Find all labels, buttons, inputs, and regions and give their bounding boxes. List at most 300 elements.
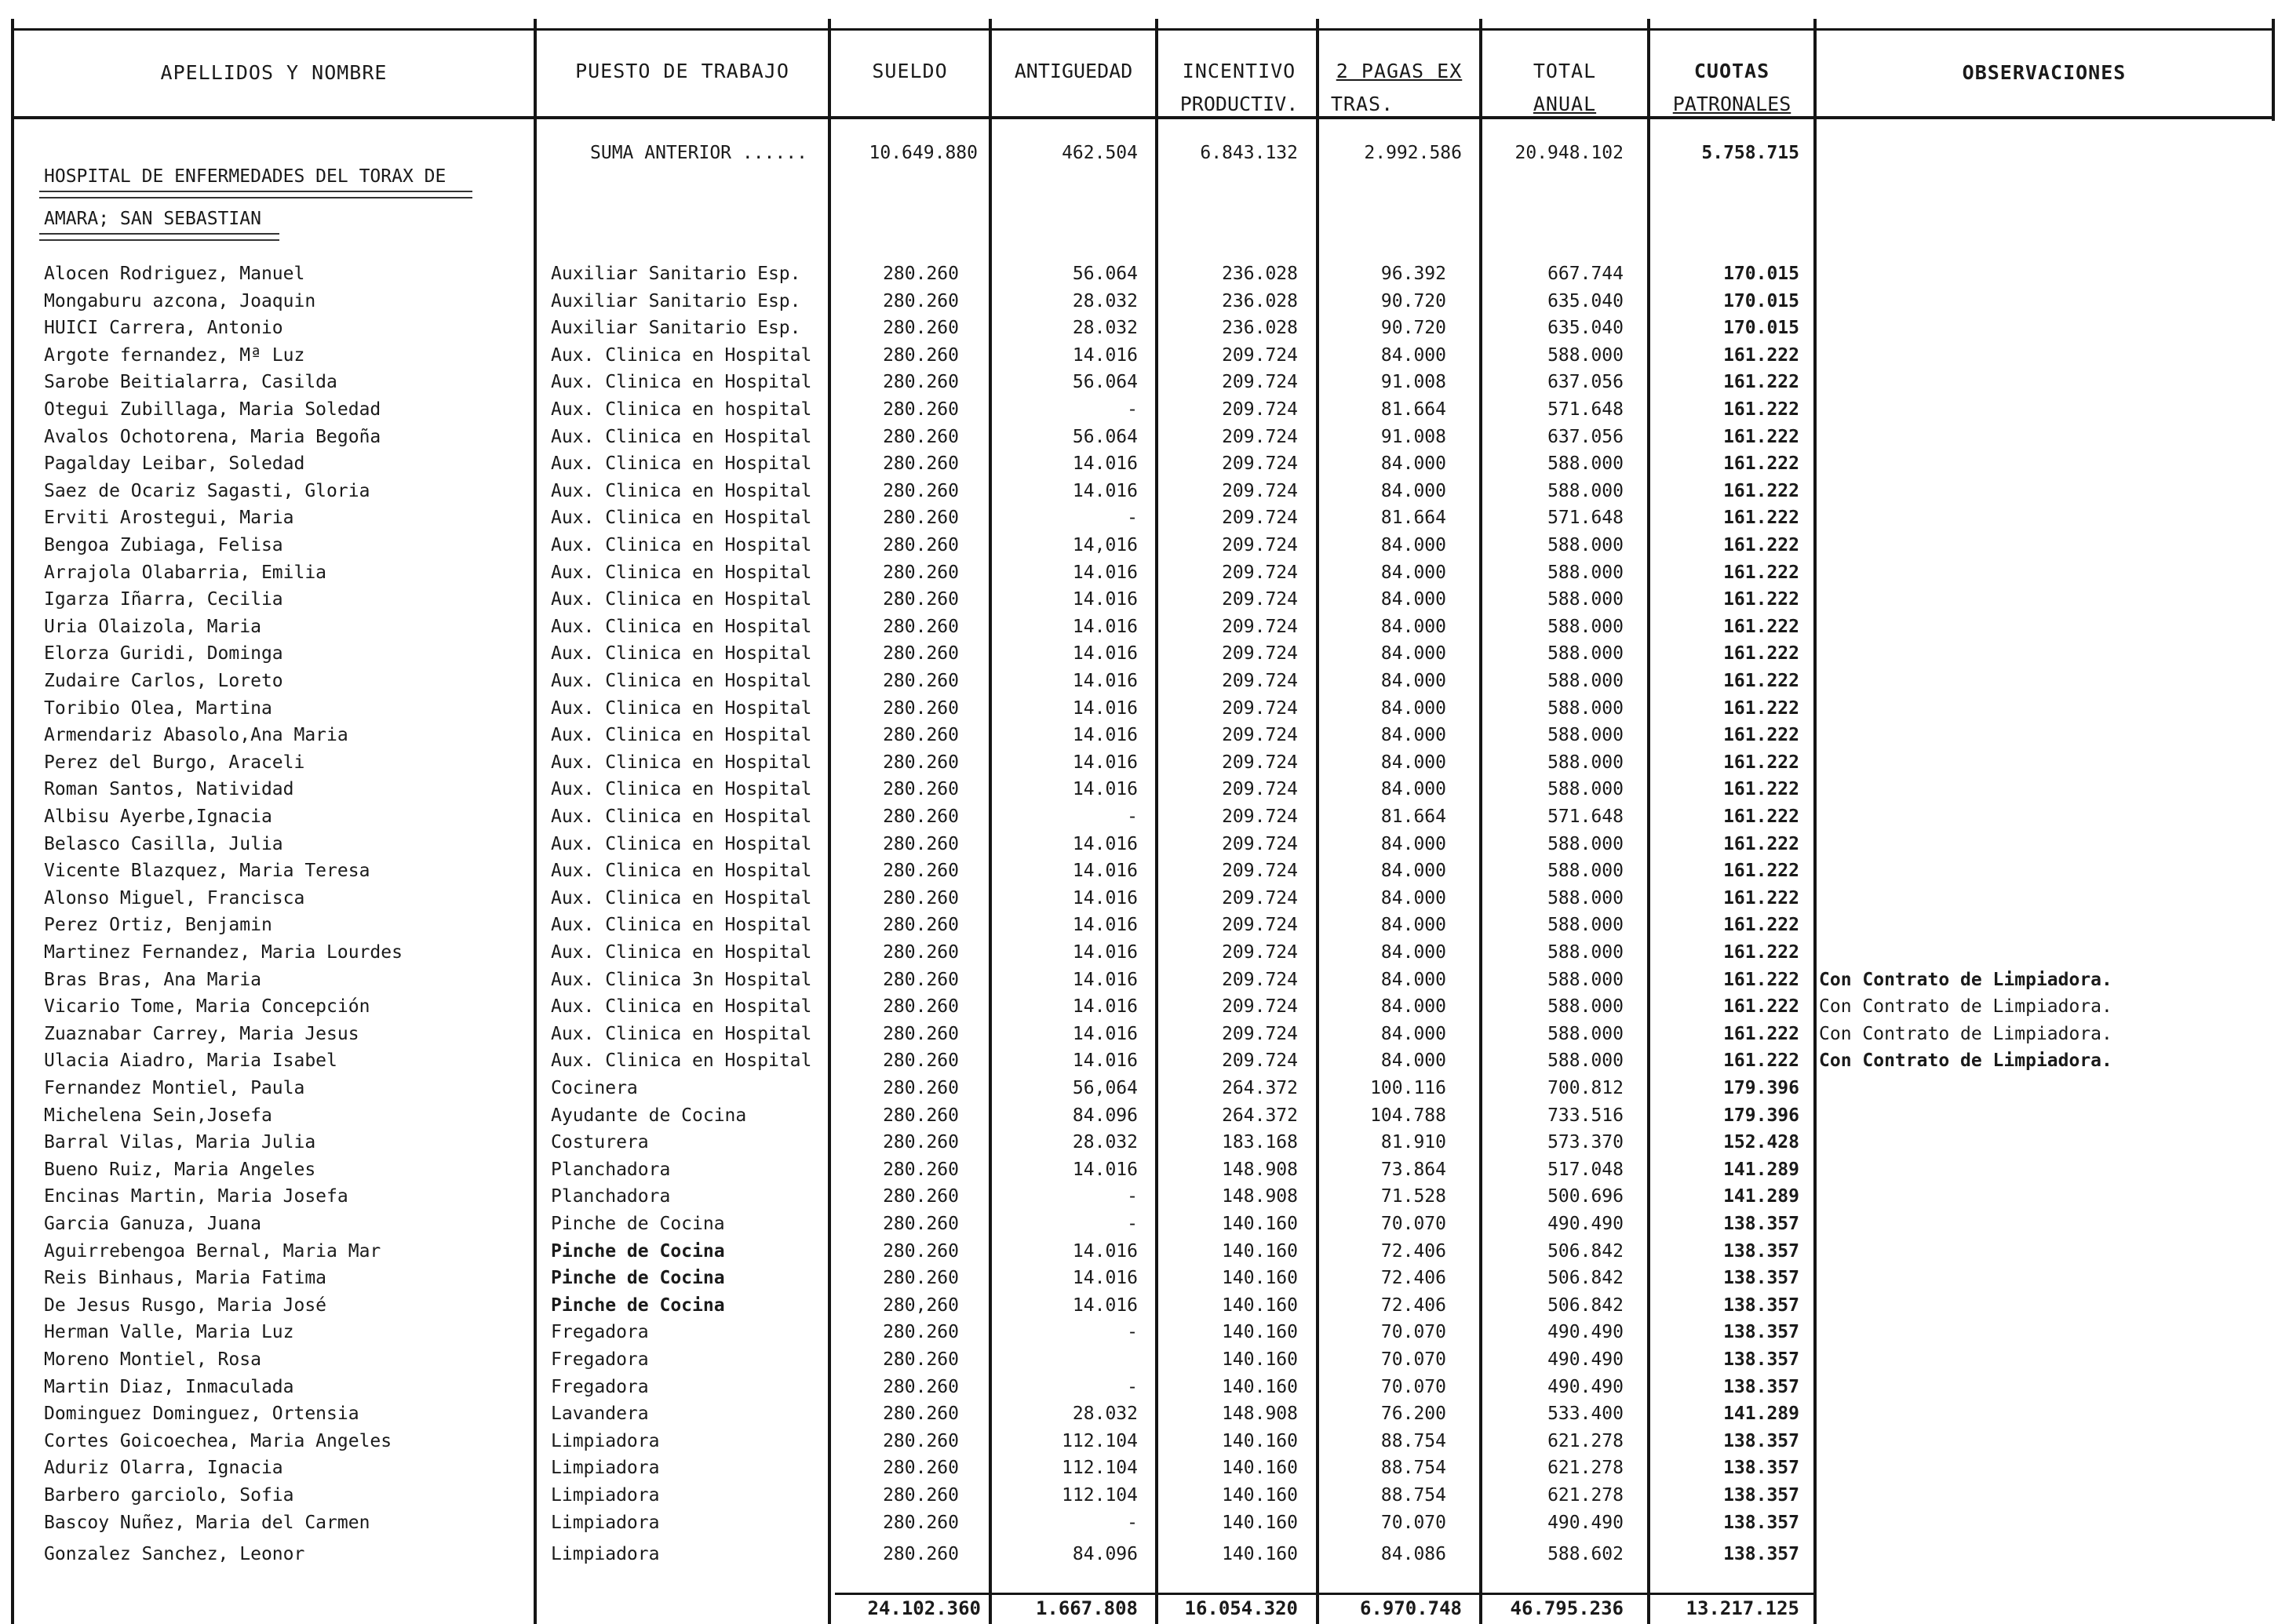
cell-sueldo: 280.260 — [883, 1458, 959, 1478]
section-title-line-2: AMARA; SAN SEBASTIAN — [44, 209, 261, 229]
cell-total: 733.516 — [1547, 1105, 1624, 1126]
cell-antiguedad: - — [1127, 1377, 1138, 1397]
cell-pagas: 91.008 — [1380, 427, 1446, 447]
cell-observaciones — [1819, 697, 2266, 720]
cell-sueldo: 280.260 — [883, 1160, 959, 1180]
cell-sueldo: 280.260 — [883, 861, 959, 881]
cell-sueldo: 280.260 — [883, 264, 959, 284]
cell-sueldo: 280.260 — [883, 1051, 959, 1071]
cell-total: 588.000 — [1547, 563, 1624, 583]
cell-pagas: 84.000 — [1380, 453, 1446, 474]
cell-total: 588.000 — [1547, 481, 1624, 501]
cell-pagas: 81.664 — [1380, 399, 1446, 420]
cell-sueldo: 280.260 — [883, 481, 959, 501]
cell-cuotas: 138.357 — [1723, 1458, 1799, 1478]
cell-pagas: 84.000 — [1380, 752, 1446, 773]
cell-sueldo: 280.260 — [883, 807, 959, 827]
cell-nombre: Mongaburu azcona, Joaquin — [44, 291, 316, 311]
cell-cuotas: 161.222 — [1723, 617, 1799, 637]
cell-puesto: Aux. Clinica 3n Hospital — [551, 970, 812, 990]
cell-nombre: Martin Diaz, Inmaculada — [44, 1377, 294, 1397]
cell-antiguedad: 14.016 — [1072, 481, 1138, 501]
cell-puesto: Limpiadora — [551, 1458, 660, 1478]
cell-cuotas: 161.222 — [1723, 1051, 1799, 1071]
cell-pagas: 84.000 — [1380, 698, 1446, 719]
cell-sueldo: 280.260 — [883, 1322, 959, 1342]
cell-puesto: Limpiadora — [551, 1431, 660, 1451]
cell-antiguedad: 14.016 — [1072, 942, 1138, 963]
cell-nombre: Sarobe Beitialarra, Casilda — [44, 372, 337, 392]
cell-pagas: 84.000 — [1380, 345, 1446, 366]
cell-puesto: Aux. Clinica en Hospital — [551, 508, 812, 528]
cell-sueldo: 280.260 — [883, 1186, 959, 1207]
cell-observaciones — [1819, 1348, 2266, 1371]
cell-incentivo: 209.724 — [1222, 372, 1298, 392]
cell-pagas: 72.406 — [1380, 1241, 1446, 1262]
cell-antiguedad: 14.016 — [1072, 1295, 1138, 1316]
cell-sueldo: 280.260 — [883, 834, 959, 854]
cell-total: 635.040 — [1547, 318, 1624, 338]
cell-puesto: Lavandera — [551, 1404, 649, 1424]
previous-incentivo: 6.843.132 — [1200, 143, 1298, 163]
cell-cuotas: 138.357 — [1723, 1214, 1799, 1234]
cell-pagas: 88.754 — [1380, 1431, 1446, 1451]
cell-incentivo: 236.028 — [1222, 291, 1298, 311]
cell-puesto: Aux. Clinica en Hospital — [551, 725, 812, 745]
cell-observaciones — [1819, 533, 2266, 557]
cell-nombre: Michelena Sein,Josefa — [44, 1105, 272, 1126]
cell-cuotas: 161.222 — [1723, 535, 1799, 555]
cell-cuotas: 161.222 — [1723, 996, 1799, 1017]
cell-pagas: 73.864 — [1380, 1160, 1446, 1180]
cell-pagas: 72.406 — [1380, 1268, 1446, 1288]
cell-incentivo: 209.724 — [1222, 617, 1298, 637]
cell-nombre: Fernandez Montiel, Paula — [44, 1078, 305, 1098]
header-total-1: TOTAL — [1533, 60, 1597, 82]
cell-cuotas: 152.428 — [1723, 1132, 1799, 1152]
cell-total: 517.048 — [1547, 1160, 1624, 1180]
cell-total: 588.000 — [1547, 996, 1624, 1017]
section-title-line-1: HOSPITAL DE ENFERMEDADES DEL TORAX DE — [44, 166, 446, 187]
cell-total: 588.000 — [1547, 453, 1624, 474]
cell-cuotas: 161.222 — [1723, 481, 1799, 501]
cell-puesto: Limpiadora — [551, 1544, 660, 1564]
cell-puesto: Aux. Clinica en Hospital — [551, 453, 812, 474]
column-rule — [2272, 19, 2275, 121]
cell-cuotas: 141.289 — [1723, 1404, 1799, 1424]
cell-observaciones — [1819, 452, 2266, 475]
cell-total: 588.000 — [1547, 643, 1624, 664]
cell-antiguedad: 14.016 — [1072, 643, 1138, 664]
cell-nombre: Zuaznabar Carrey, Maria Jesus — [44, 1024, 359, 1044]
cell-nombre: Perez del Burgo, Araceli — [44, 752, 305, 773]
cell-puesto: Limpiadora — [551, 1485, 660, 1506]
header-observaciones: OBSERVACIONES — [1962, 61, 2127, 84]
cell-observaciones — [1819, 1212, 2266, 1236]
cell-sueldo: 280.260 — [883, 915, 959, 935]
cell-total: 588.000 — [1547, 535, 1624, 555]
header-pagas-2: TRAS. — [1330, 93, 1394, 115]
cell-incentivo: 209.724 — [1222, 698, 1298, 719]
cell-antiguedad: 28.032 — [1072, 1404, 1138, 1424]
cell-nombre: Aduriz Olarra, Ignacia — [44, 1458, 283, 1478]
cell-incentivo: 209.724 — [1222, 563, 1298, 583]
cell-puesto: Aux. Clinica en Hospital — [551, 861, 812, 881]
cell-antiguedad: 14.016 — [1072, 1241, 1138, 1262]
cell-pagas: 70.070 — [1380, 1377, 1446, 1397]
cell-pagas: 84.000 — [1380, 1051, 1446, 1071]
cell-puesto: Planchadora — [551, 1186, 671, 1207]
cell-observaciones — [1819, 1320, 2266, 1344]
cell-antiguedad: - — [1127, 1322, 1138, 1342]
cell-cuotas: 138.357 — [1723, 1544, 1799, 1564]
cell-antiguedad: 14.016 — [1072, 779, 1138, 799]
cell-incentivo: 264.372 — [1222, 1078, 1298, 1098]
cell-incentivo: 209.724 — [1222, 345, 1298, 366]
cell-sueldo: 280.260 — [883, 1377, 959, 1397]
cell-sueldo: 280.260 — [883, 779, 959, 799]
cell-observaciones — [1819, 941, 2266, 964]
cell-cuotas: 161.222 — [1723, 888, 1799, 908]
cell-cuotas: 170.015 — [1723, 318, 1799, 338]
cell-cuotas: 161.222 — [1723, 942, 1799, 963]
cell-pagas: 84.000 — [1380, 861, 1446, 881]
cell-observaciones — [1819, 425, 2266, 449]
cell-nombre: Cortes Goicoechea, Maria Angeles — [44, 1431, 392, 1451]
cell-antiguedad: 14.016 — [1072, 1268, 1138, 1288]
cell-observaciones — [1819, 723, 2266, 747]
cell-nombre: Moreno Montiel, Rosa — [44, 1349, 261, 1370]
cell-incentivo: 148.908 — [1222, 1186, 1298, 1207]
cell-nombre: Argote fernandez, Mª Luz — [44, 345, 305, 366]
cell-pagas: 72.406 — [1380, 1295, 1446, 1316]
cell-sueldo: 280.260 — [883, 1404, 959, 1424]
cell-puesto: Auxiliar Sanitario Esp. — [551, 318, 801, 338]
cell-cuotas: 170.015 — [1723, 291, 1799, 311]
double-underline — [39, 191, 472, 198]
cell-antiguedad: - — [1127, 399, 1138, 420]
cell-observaciones — [1819, 887, 2266, 910]
cell-pagas: 76.200 — [1380, 1404, 1446, 1424]
cell-total: 588.000 — [1547, 752, 1624, 773]
cell-puesto: Pinche de Cocina — [551, 1214, 725, 1234]
cell-nombre: Ulacia Aiadro, Maria Isabel — [44, 1051, 337, 1071]
cell-puesto: Aux. Clinica en Hospital — [551, 643, 812, 664]
cell-pagas: 84.000 — [1380, 970, 1446, 990]
cell-total: 533.400 — [1547, 1404, 1624, 1424]
cell-total: 637.056 — [1547, 427, 1624, 447]
previous-sueldo: 10.649.880 — [869, 143, 978, 163]
header-pagas-1: 2 PAGAS EX — [1336, 60, 1463, 82]
cell-observaciones — [1819, 1429, 2266, 1453]
total-incentivo: 16.054.320 — [1184, 1597, 1298, 1619]
cell-observaciones — [1819, 1185, 2266, 1208]
cell-sueldo: 280.260 — [883, 589, 959, 610]
cell-puesto: Cocinera — [551, 1078, 638, 1098]
cell-total: 571.648 — [1547, 399, 1624, 420]
cell-cuotas: 161.222 — [1723, 970, 1799, 990]
cell-cuotas: 138.357 — [1723, 1349, 1799, 1370]
cell-incentivo: 140.160 — [1222, 1513, 1298, 1533]
cell-antiguedad: 84.096 — [1072, 1105, 1138, 1126]
cell-incentivo: 140.160 — [1222, 1268, 1298, 1288]
cell-pagas: 84.000 — [1380, 481, 1446, 501]
cell-pagas: 88.754 — [1380, 1485, 1446, 1506]
cell-observaciones: Con Contrato de Limpiadora. — [1819, 1024, 2112, 1044]
cell-nombre: Barbero garciolo, Sofia — [44, 1485, 294, 1506]
cell-nombre: Otegui Zubillaga, Maria Soledad — [44, 399, 381, 420]
cell-nombre: Alonso Miguel, Francisca — [44, 888, 305, 908]
cell-total: 571.648 — [1547, 508, 1624, 528]
cell-pagas: 90.720 — [1380, 318, 1446, 338]
cell-antiguedad: 56,064 — [1072, 1078, 1138, 1098]
cell-total: 588.000 — [1547, 671, 1624, 691]
cell-incentivo: 209.724 — [1222, 1024, 1298, 1044]
cell-nombre: Gonzalez Sanchez, Leonor — [44, 1544, 305, 1564]
cell-antiguedad: 84.096 — [1072, 1544, 1138, 1564]
cell-nombre: Erviti Arostegui, Maria — [44, 508, 294, 528]
cell-observaciones — [1819, 289, 2266, 313]
cell-pagas: 84.000 — [1380, 888, 1446, 908]
cell-incentivo: 209.724 — [1222, 535, 1298, 555]
cell-puesto: Fregadora — [551, 1322, 649, 1342]
cell-incentivo: 209.724 — [1222, 861, 1298, 881]
cell-antiguedad: 14.016 — [1072, 915, 1138, 935]
cell-antiguedad: 14.016 — [1072, 453, 1138, 474]
cell-pagas: 70.070 — [1380, 1513, 1446, 1533]
cell-nombre: Roman Santos, Natividad — [44, 779, 294, 799]
cell-cuotas: 161.222 — [1723, 1024, 1799, 1044]
cell-cuotas: 161.222 — [1723, 779, 1799, 799]
previous-cuotas: 5.758.715 — [1701, 143, 1799, 163]
cell-pagas: 84.000 — [1380, 779, 1446, 799]
cell-antiguedad: 28.032 — [1072, 291, 1138, 311]
column-rule — [534, 19, 537, 1624]
cell-sueldo: 280.260 — [883, 399, 959, 420]
cell-sueldo: 280.260 — [883, 1132, 959, 1152]
cell-total: 621.278 — [1547, 1431, 1624, 1451]
cell-antiguedad: 56.064 — [1072, 427, 1138, 447]
cell-pagas: 70.070 — [1380, 1322, 1446, 1342]
cell-puesto: Costurera — [551, 1132, 649, 1152]
cell-cuotas: 138.357 — [1723, 1295, 1799, 1316]
cell-observaciones — [1819, 1402, 2266, 1426]
cell-antiguedad: 14.016 — [1072, 589, 1138, 610]
cell-observaciones — [1819, 262, 2266, 286]
cell-puesto: Aux. Clinica en Hospital — [551, 345, 812, 366]
cell-sueldo: 280.260 — [883, 752, 959, 773]
cell-nombre: Avalos Ochotorena, Maria Begoña — [44, 427, 381, 447]
cell-puesto: Fregadora — [551, 1349, 649, 1370]
cell-sueldo: 280.260 — [883, 1105, 959, 1126]
cell-total: 588.000 — [1547, 1051, 1624, 1071]
cell-incentivo: 264.372 — [1222, 1105, 1298, 1126]
cell-sueldo: 280.260 — [883, 508, 959, 528]
cell-pagas: 84.000 — [1380, 1024, 1446, 1044]
cell-incentivo: 140.160 — [1222, 1214, 1298, 1234]
cell-cuotas: 138.357 — [1723, 1268, 1799, 1288]
cell-cuotas: 161.222 — [1723, 698, 1799, 719]
cell-puesto: Aux. Clinica en Hospital — [551, 1024, 812, 1044]
cell-cuotas: 161.222 — [1723, 671, 1799, 691]
cell-observaciones — [1819, 642, 2266, 665]
header-total-2: ANUAL — [1533, 93, 1597, 115]
cell-total: 490.490 — [1547, 1349, 1624, 1370]
cell-sueldo: 280.260 — [883, 427, 959, 447]
cell-sueldo: 280.260 — [883, 1349, 959, 1370]
cell-observaciones — [1819, 561, 2266, 584]
cell-cuotas: 179.396 — [1723, 1105, 1799, 1126]
cell-incentivo: 209.724 — [1222, 399, 1298, 420]
cell-pagas: 84.000 — [1380, 996, 1446, 1017]
cell-antiguedad: - — [1127, 508, 1138, 528]
cell-incentivo: 209.724 — [1222, 671, 1298, 691]
cell-incentivo: 209.724 — [1222, 807, 1298, 827]
cell-incentivo: 209.724 — [1222, 996, 1298, 1017]
cell-observaciones — [1819, 398, 2266, 421]
cell-sueldo: 280.260 — [883, 996, 959, 1017]
cell-total: 588.000 — [1547, 589, 1624, 610]
cell-antiguedad: 14.016 — [1072, 698, 1138, 719]
cell-cuotas: 161.222 — [1723, 915, 1799, 935]
cell-incentivo: 140.160 — [1222, 1377, 1298, 1397]
cell-puesto: Aux. Clinica en Hospital — [551, 427, 812, 447]
cell-puesto: Fregadora — [551, 1377, 649, 1397]
cell-nombre: Barral Vilas, Maria Julia — [44, 1132, 316, 1152]
cell-total: 621.278 — [1547, 1485, 1624, 1506]
cell-cuotas: 161.222 — [1723, 399, 1799, 420]
total-antiguedad: 1.667.808 — [1035, 1597, 1138, 1619]
cell-puesto: Aux. Clinica en Hospital — [551, 942, 812, 963]
cell-pagas: 81.664 — [1380, 807, 1446, 827]
cell-observaciones — [1819, 615, 2266, 639]
cell-cuotas: 161.222 — [1723, 427, 1799, 447]
cell-antiguedad: 112.104 — [1062, 1485, 1138, 1506]
header-antiguedad: ANTIGUEDAD — [1014, 60, 1133, 82]
cell-antiguedad: - — [1127, 807, 1138, 827]
cell-sueldo: 280.260 — [883, 1544, 959, 1564]
cell-nombre: Aguirrebengoa Bernal, Maria Mar — [44, 1241, 381, 1262]
cell-puesto: Aux. Clinica en Hospital — [551, 888, 812, 908]
cell-sueldo: 280.260 — [883, 1214, 959, 1234]
cell-antiguedad: 14,016 — [1072, 535, 1138, 555]
cell-observaciones — [1819, 1104, 2266, 1127]
total-anual: 46.795.236 — [1510, 1597, 1624, 1619]
cell-pagas: 84.000 — [1380, 725, 1446, 745]
cell-puesto: Aux. Clinica en Hospital — [551, 807, 812, 827]
previous-antiguedad: 462.504 — [1062, 143, 1138, 163]
header-cuotas-2: PATRONALES — [1672, 93, 1791, 115]
cell-antiguedad: - — [1127, 1186, 1138, 1207]
header-cuotas-1: CUOTAS — [1693, 60, 1770, 82]
cell-puesto: Aux. Clinica en Hospital — [551, 671, 812, 691]
cell-total: 700.812 — [1547, 1078, 1624, 1098]
cell-antiguedad: 112.104 — [1062, 1431, 1138, 1451]
cell-nombre: Martinez Fernandez, Maria Lourdes — [44, 942, 403, 963]
cell-total: 490.490 — [1547, 1322, 1624, 1342]
cell-puesto: Auxiliar Sanitario Esp. — [551, 264, 801, 284]
cell-observaciones — [1819, 832, 2266, 856]
cell-observaciones — [1819, 1266, 2266, 1290]
cell-observaciones — [1819, 344, 2266, 367]
cell-observaciones — [1819, 506, 2266, 530]
cell-nombre: Saez de Ocariz Sagasti, Gloria — [44, 481, 370, 501]
cell-pagas: 84.000 — [1380, 535, 1446, 555]
cell-incentivo: 209.724 — [1222, 508, 1298, 528]
cell-antiguedad: 14.016 — [1072, 563, 1138, 583]
cell-observaciones — [1819, 913, 2266, 937]
cell-pagas: 71.528 — [1380, 1186, 1446, 1207]
cell-puesto: Aux. Clinica en Hospital — [551, 698, 812, 719]
cell-incentivo: 140.160 — [1222, 1458, 1298, 1478]
cell-total: 588.000 — [1547, 617, 1624, 637]
cell-nombre: Reis Binhaus, Maria Fatima — [44, 1268, 327, 1288]
cell-total: 588.000 — [1547, 942, 1624, 963]
cell-sueldo: 280.260 — [883, 1024, 959, 1044]
cell-antiguedad: 14.016 — [1072, 1160, 1138, 1180]
cell-observaciones — [1819, 1240, 2266, 1263]
cell-cuotas: 138.357 — [1723, 1241, 1799, 1262]
cell-incentivo: 209.724 — [1222, 427, 1298, 447]
cell-nombre: Garcia Ganuza, Juana — [44, 1214, 261, 1234]
cell-observaciones — [1819, 1375, 2266, 1399]
cell-puesto: Aux. Clinica en Hospital — [551, 372, 812, 392]
cell-nombre: Pagalday Leibar, Soledad — [44, 453, 305, 474]
cell-puesto: Pinche de Cocina — [551, 1268, 725, 1288]
cell-total: 573.370 — [1547, 1132, 1624, 1152]
cell-antiguedad: 14.016 — [1072, 861, 1138, 881]
cell-pagas: 84.000 — [1380, 589, 1446, 610]
cell-observaciones — [1819, 1511, 2266, 1535]
cell-antiguedad: - — [1127, 1214, 1138, 1234]
cell-nombre: Dominguez Dominguez, Ortensia — [44, 1404, 359, 1424]
cell-pagas: 84.000 — [1380, 643, 1446, 664]
cell-sueldo: 280.260 — [883, 345, 959, 366]
cell-total: 667.744 — [1547, 264, 1624, 284]
cell-pagas: 84.086 — [1380, 1544, 1446, 1564]
cell-antiguedad: 14.016 — [1072, 345, 1138, 366]
cell-incentivo: 209.724 — [1222, 915, 1298, 935]
cell-incentivo: 140.160 — [1222, 1295, 1298, 1316]
cell-incentivo: 209.724 — [1222, 942, 1298, 963]
cell-puesto: Aux. Clinica en Hospital — [551, 535, 812, 555]
previous-pagas: 2.992.586 — [1364, 143, 1462, 163]
cell-incentivo: 183.168 — [1222, 1132, 1298, 1152]
cell-cuotas: 161.222 — [1723, 643, 1799, 664]
cell-pagas: 84.000 — [1380, 617, 1446, 637]
cell-puesto: Aux. Clinica en Hospital — [551, 779, 812, 799]
cell-total: 621.278 — [1547, 1458, 1624, 1478]
cell-total: 635.040 — [1547, 291, 1624, 311]
cell-pagas: 88.754 — [1380, 1458, 1446, 1478]
cell-sueldo: 280.260 — [883, 643, 959, 664]
cell-nombre: Uria Olaizola, Maria — [44, 617, 261, 637]
cell-puesto: Aux. Clinica en hospital — [551, 399, 812, 420]
cell-cuotas: 170.015 — [1723, 264, 1799, 284]
cell-sueldo: 280.260 — [883, 1268, 959, 1288]
cell-sueldo: 280.260 — [883, 942, 959, 963]
cell-nombre: Herman Valle, Maria Luz — [44, 1322, 294, 1342]
cell-sueldo: 280.260 — [883, 291, 959, 311]
cell-puesto: Auxiliar Sanitario Esp. — [551, 291, 801, 311]
cell-pagas: 91.008 — [1380, 372, 1446, 392]
header-bottom-rule — [13, 116, 2274, 119]
cell-incentivo: 140.160 — [1222, 1349, 1298, 1370]
cell-incentivo: 209.724 — [1222, 970, 1298, 990]
cell-incentivo: 140.160 — [1222, 1241, 1298, 1262]
cell-total: 500.696 — [1547, 1186, 1624, 1207]
cell-sueldo: 280.260 — [883, 1431, 959, 1451]
